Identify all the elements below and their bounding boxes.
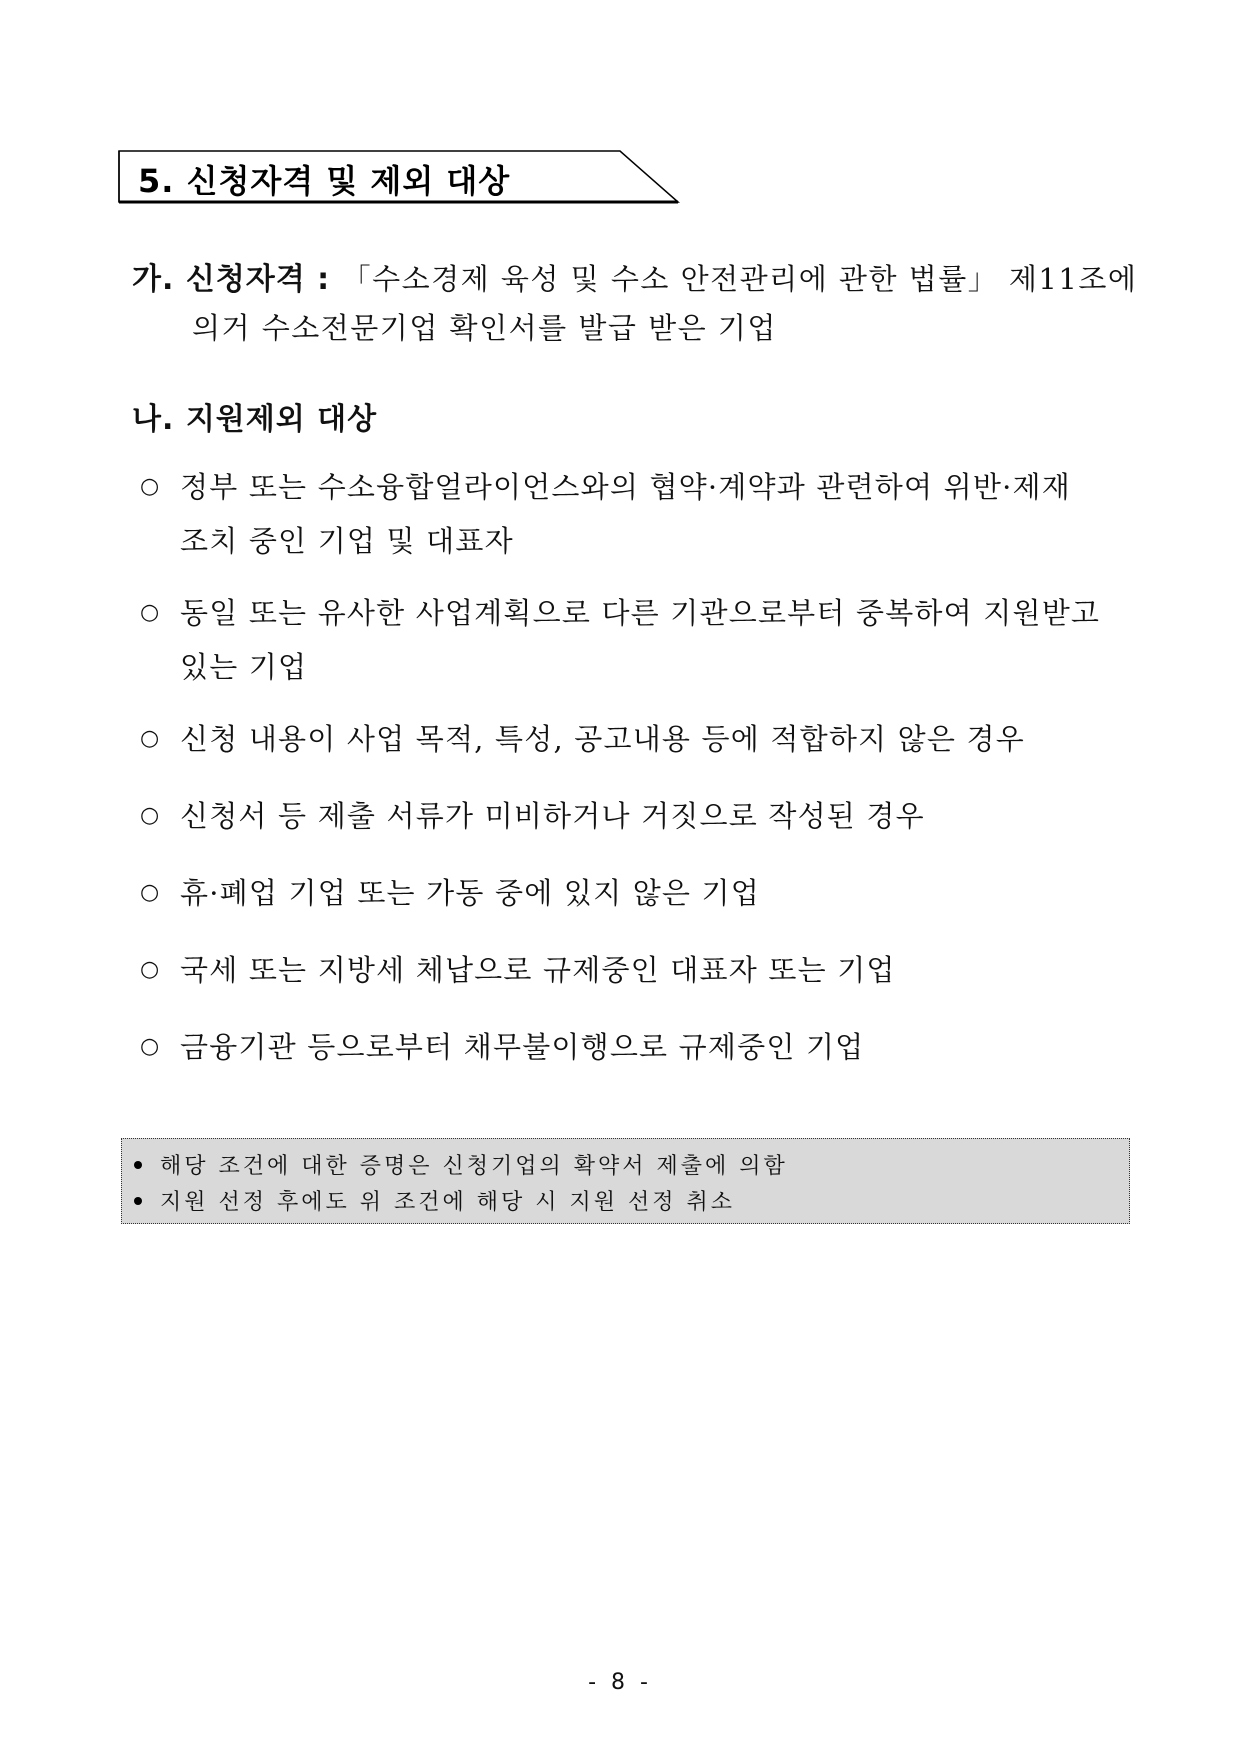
list-item-line1: 신청 내용이 사업 목적, 특성, 공고내용 등에 적합하지 않은 경우 — [180, 722, 1025, 756]
note-item — [134, 1149, 788, 1180]
exclusions-heading-label: 나. 지원제외 대상 — [132, 402, 378, 437]
list-item-line1: 동일 또는 유사한 사업계획으로 다른 기관으로부터 중복하여 지원받고 — [180, 596, 1101, 630]
circle-bullet-icon: ○ — [140, 803, 161, 828]
list-item — [140, 586, 1130, 694]
eligibility-text-line2: 의거 수소전문기업 확인서를 발급 받은 기업 — [192, 311, 777, 345]
list-item-line1: 휴·폐업 기업 또는 가동 중에 있지 않은 기업 — [180, 876, 760, 910]
list-item-line2: 조치 중인 기업 및 대표자 — [180, 524, 514, 558]
note-text: 지원 선정 후에도 위 조건에 해당 시 지원 선정 취소 — [160, 1190, 735, 1215]
list-item-line2: 있는 기업 — [180, 650, 308, 684]
list-item-line1: 정부 또는 수소융합얼라이언스와의 협약·계약과 관련하여 위반·제재 — [180, 470, 1071, 504]
circle-bullet-icon: ○ — [140, 474, 161, 499]
section-title: 5. 신청자격 및 제외 대상 — [138, 162, 511, 200]
circle-bullet-icon: ○ — [140, 726, 161, 751]
list-item-line1: 금융기관 등으로부터 채무불이행으로 규제중인 기업 — [180, 1030, 865, 1064]
list-item — [140, 460, 1130, 568]
list-item-line1: 국세 또는 지방세 체납으로 규제중인 대표자 또는 기업 — [180, 953, 896, 987]
eligibility-text-line1: 「수소경제 육성 및 수소 안전관리에 관한 법률」 제11조에 — [341, 262, 1138, 296]
page-number: - 8 - — [588, 1670, 652, 1695]
note-text: 해당 조건에 대한 증명은 신청기업의 확약서 제출에 의함 — [160, 1154, 788, 1179]
bullet-dot-icon — [134, 1197, 142, 1205]
exclusions-heading — [132, 394, 377, 438]
circle-bullet-icon: ○ — [140, 880, 161, 905]
bullet-dot-icon — [134, 1161, 142, 1169]
circle-bullet-icon: ○ — [140, 1034, 161, 1059]
circle-bullet-icon: ○ — [140, 600, 161, 625]
circle-bullet-icon: ○ — [140, 957, 161, 982]
section-header — [118, 150, 680, 204]
eligibility-label: 가. 신청자격 : — [132, 262, 331, 297]
eligibility-paragraph — [132, 254, 1137, 298]
note-item — [134, 1185, 735, 1216]
notes-box — [121, 1138, 1130, 1224]
list-item-line1: 신청서 등 제출 서류가 미비하거나 거짓으로 작성된 경우 — [180, 799, 925, 833]
